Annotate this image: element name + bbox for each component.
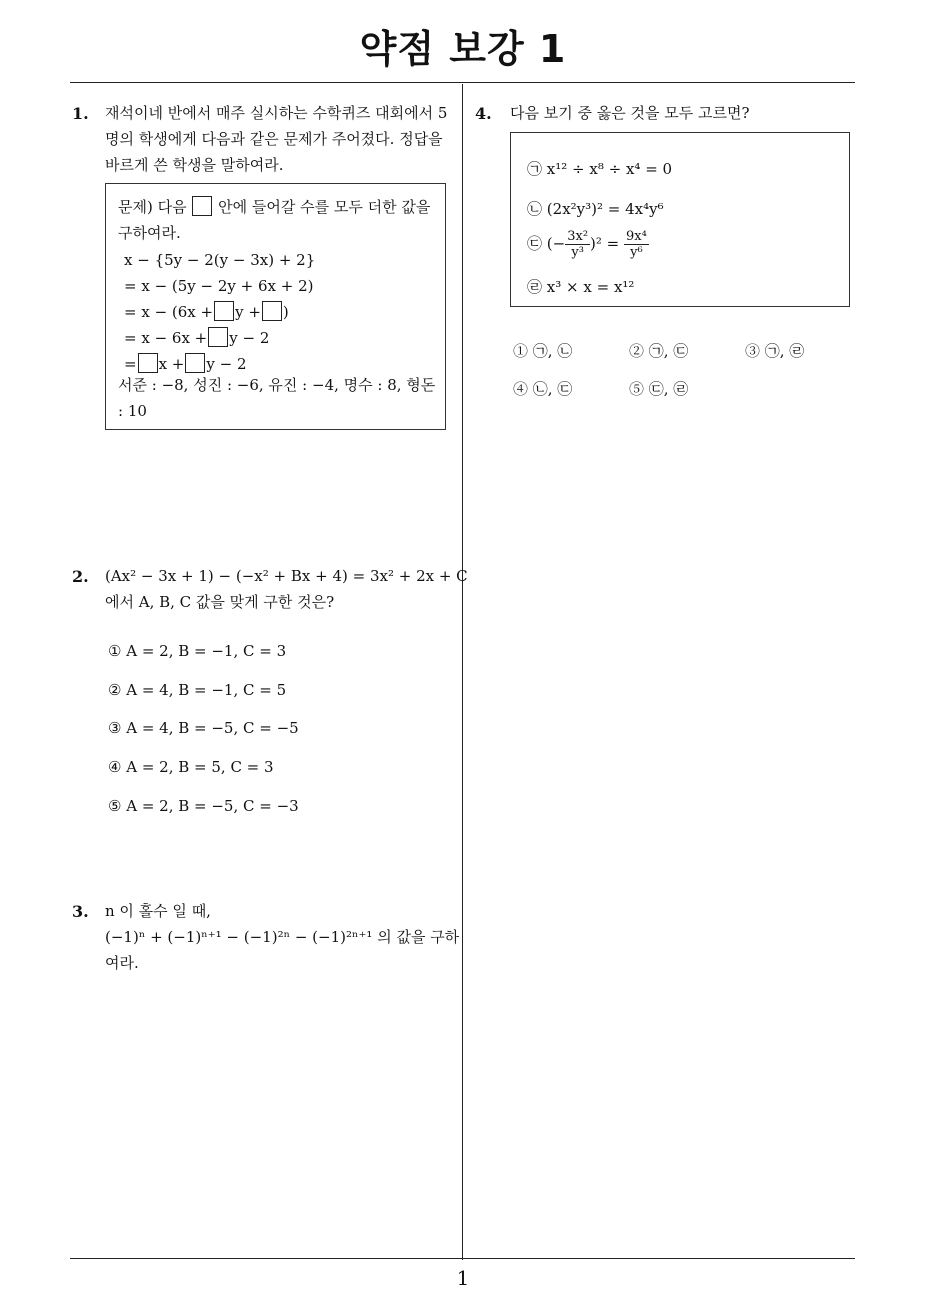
fraction-right-denominator: y⁶	[630, 245, 643, 260]
blank-box	[208, 327, 228, 347]
column-divider	[462, 84, 463, 1260]
fraction-right-numerator: 9x⁴	[626, 229, 647, 244]
statement-d	[527, 276, 634, 297]
question-1-problem-box	[105, 183, 446, 430]
question-4-option-5[interactable]: ⑤ ㉢, ㉣	[629, 380, 689, 398]
statement-d-label: ㉣	[527, 278, 543, 296]
question-2-equation: (Ax² − 3x + 1) − (−x² + Bx + 4) = 3x² + 2x + C	[105, 567, 468, 585]
line5-start: =	[124, 355, 137, 373]
blank-box	[185, 353, 205, 373]
question-3-expression: (−1)ⁿ + (−1)ⁿ⁺¹ − (−1)²ⁿ − (−1)²ⁿ⁺¹ 의 값을 구하	[105, 928, 460, 946]
question-2-option-2[interactable]: ② A = 4, B = −1, C = 5	[108, 681, 287, 699]
question-2-option-5[interactable]: ⑤ A = 2, B = −5, C = −3	[108, 797, 299, 815]
blank-box	[214, 301, 234, 321]
header-rule	[70, 82, 855, 83]
question-2-prompt: 에서 A, B, C 값을 맞게 구한 것은?	[105, 593, 335, 611]
statement-c-open: (−	[546, 234, 566, 253]
problem-suffix: 안에 들어갈 수를 모두 더한 값을 구하여라.	[118, 198, 431, 242]
fraction-left-numerator: 3x²	[567, 229, 589, 244]
question-1-text: 재석이네 반에서 매주 실시하는 수학퀴즈 대회에서 5명의 학생에게 다음과 같은 문제가 주어졌다. 정답을 바르게 쓴 학생을 말하여라.	[105, 104, 448, 174]
page-title: 약점 보강 1	[359, 27, 567, 71]
question-4-number: 4.	[475, 104, 492, 123]
statement-c	[527, 229, 649, 260]
line4-start: = x − 6x +	[124, 329, 208, 347]
expression-line-3	[124, 301, 289, 321]
line4-end: y − 2	[229, 329, 270, 347]
blank-box	[192, 196, 212, 216]
blank-box	[138, 353, 158, 373]
student-answers: 서준 : −8, 성진 : −6, 유진 : −4, 명수 : 8, 형돈 : 10	[118, 376, 436, 420]
question-2-option-3[interactable]: ③ A = 4, B = −5, C = −5	[108, 719, 299, 737]
question-3-prompt-end: 여라.	[105, 954, 139, 972]
fraction-right	[624, 229, 649, 260]
statement-c-label: ㉢	[527, 234, 543, 253]
question-4-text: 다음 보기 중 옳은 것을 모두 고르면?	[510, 104, 750, 122]
problem-statement	[118, 194, 438, 246]
expression-line-4	[124, 327, 269, 347]
line5-mid: x +	[158, 355, 185, 373]
statement-d-expr: x³ × x = x¹²	[546, 278, 635, 296]
page-number: 1	[456, 1266, 470, 1290]
statement-a-label: ㉠	[527, 160, 543, 178]
statement-a-expr: x¹² ÷ x⁸ ÷ x⁴ = 0	[546, 160, 673, 178]
question-4-option-1[interactable]: ① ㉠, ㉡	[513, 342, 573, 360]
statement-b-label: ㉡	[527, 200, 543, 218]
statement-b	[527, 198, 664, 219]
expression-line-5	[124, 353, 247, 373]
statement-b-expr: (2x²y³)² = 4x⁴y⁶	[546, 200, 664, 218]
question-4-option-2[interactable]: ② ㉠, ㉢	[629, 342, 689, 360]
problem-prefix: 문제) 다음	[118, 198, 187, 216]
fraction-left-denominator: y³	[571, 245, 584, 260]
question-1-number: 1.	[72, 104, 89, 123]
question-2-option-1[interactable]: ① A = 2, B = −1, C = 3	[108, 642, 287, 660]
line3-mid: y +	[235, 303, 261, 321]
question-4-choices-box	[510, 132, 850, 307]
question-2-number: 2.	[72, 567, 89, 586]
line5-end: y − 2	[206, 355, 247, 373]
statement-c-close: )² =	[590, 234, 620, 253]
expression-line-1: x − {5y − 2(y − 3x) + 2}	[124, 251, 316, 269]
question-2-option-4[interactable]: ④ A = 2, B = 5, C = 3	[108, 758, 274, 776]
question-4-option-3[interactable]: ③ ㉠, ㉣	[745, 342, 805, 360]
line3-end: )	[282, 303, 289, 321]
fraction-left	[565, 229, 590, 260]
question-3-number: 3.	[72, 902, 89, 921]
statement-a	[527, 158, 672, 179]
blank-box	[262, 301, 282, 321]
expression-line-2: = x − (5y − 2y + 6x + 2)	[124, 277, 314, 295]
question-4-option-4[interactable]: ④ ㉡, ㉢	[513, 380, 573, 398]
line3-start: = x − (6x +	[124, 303, 214, 321]
question-3-condition: n 이 홀수 일 때,	[105, 902, 211, 920]
footer-rule	[70, 1258, 855, 1259]
